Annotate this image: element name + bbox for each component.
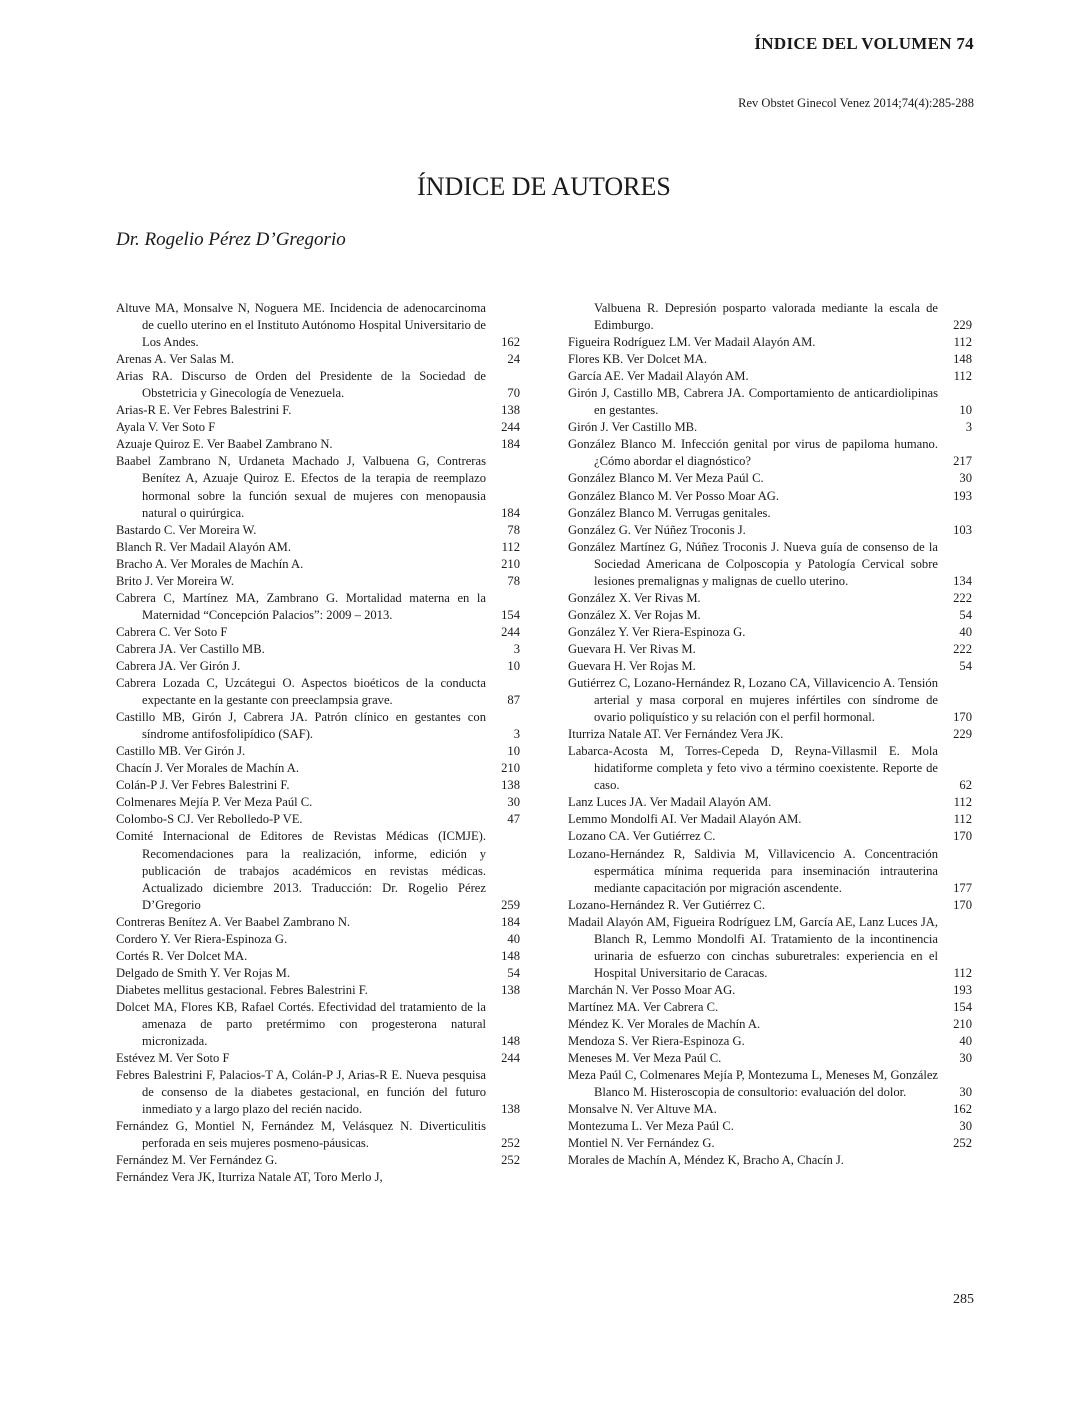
entry-text: Bracho A. Ver Morales de Machín A. (116, 556, 304, 571)
entry-text: Martínez MA. Ver Cabrera C. (568, 999, 719, 1014)
entry-text: Fernández M. Ver Fernández G. (116, 1153, 278, 1168)
index-entry (568, 811, 972, 828)
index-entry (116, 539, 520, 556)
index-entry (568, 999, 972, 1016)
index-entry (116, 743, 520, 760)
entry-text: Colán-P J. Ver Febres Balestrini F. (116, 778, 290, 793)
index-entry (116, 1118, 520, 1152)
entry-page-number: 30 (507, 795, 520, 810)
entry-text: Arias-R E. Ver Febres Balestrini F. (116, 403, 292, 418)
entry-page-number: 54 (959, 658, 972, 673)
entry-page-number: 244 (501, 624, 520, 639)
journal-citation: Rev Obstet Ginecol Venez 2014;74(4):285-288 (738, 96, 974, 110)
index-entry (116, 965, 520, 982)
entry-text: Castillo MB. Ver Girón J. (116, 744, 246, 759)
entry-text: González X. Ver Rivas M. (568, 590, 701, 605)
entry-page-number: 134 (953, 573, 972, 588)
index-entry (116, 522, 520, 539)
index-entry (116, 931, 520, 948)
entry-text: Ayala V. Ver Soto F (116, 420, 216, 435)
entry-text: Lemmo Mondolfi AI. Ver Madail Alayón AM. (568, 812, 802, 827)
index-entry (116, 368, 520, 402)
index-entry (568, 1067, 972, 1101)
index-entry (568, 488, 972, 505)
index-entry (568, 505, 972, 522)
entry-text: Cabrera JA. Ver Girón J. (116, 658, 241, 673)
entry-page-number: 222 (953, 590, 972, 605)
entry-text: Brito J. Ver Moreira W. (116, 573, 234, 588)
entry-page-number: 112 (501, 539, 520, 554)
entry-page-number: 138 (501, 778, 520, 793)
index-entry (116, 453, 520, 521)
index-entry (116, 556, 520, 573)
entry-text: Diabetes mellitus gestacional. Febres Balestrini F. (116, 982, 368, 997)
entry-text: Méndez K. Ver Morales de Machín A. (568, 1016, 761, 1031)
entry-text: Colmenares Mejía P. Ver Meza Paúl C. (116, 795, 313, 810)
index-entry (116, 624, 520, 641)
entry-page-number: 229 (953, 318, 972, 333)
index-entry (116, 351, 520, 368)
entry-text: Baabel Zambrano N, Urdaneta Machado J, Valbuena G, Contreras Benítez A, Azuaje Quiroz E. Efectos de la terapia de reemplazo hormonal sobre la función sexual de mujeres con menopausia natural o quirúrgica. (116, 454, 486, 520)
entry-text: González X. Ver Rojas M. (568, 607, 701, 622)
entry-page-number: 170 (953, 710, 972, 725)
entry-page-number: 70 (507, 386, 520, 401)
entry-text: González Martínez G, Núñez Troconis J. Nueva guía de consenso de la Sociedad Americana de Colposcopia y Patología Cervical sobre lesiones premalignas y malignas de cuello uterino. (568, 539, 938, 588)
entry-page-number: 170 (953, 897, 972, 912)
index-entry (568, 846, 972, 897)
entry-page-number: 170 (953, 829, 972, 844)
entry-text: Cortés R. Ver Dolcet MA. (116, 948, 248, 963)
entry-page-number: 210 (501, 556, 520, 571)
entry-text: Gutiérrez C, Lozano-Hernández R, Lozano CA, Villavicencio A. Tensión arterial y masa corporal en mujeres infértiles con síndrome de ovario poliquístico y su relación con el perfil hormonal. (568, 676, 938, 725)
index-entry (568, 726, 972, 743)
entry-text: Colombo-S CJ. Ver Rebolledo-P VE. (116, 812, 303, 827)
index-entry (568, 1118, 972, 1135)
index-entry (568, 914, 972, 982)
entry-text: Labarca-Acosta M, Torres-Cepeda D, Reyna-Villasmil E. Mola hidatiforme completa y feto vivo a término coexistente. Reporte de caso. (568, 744, 938, 793)
page-number: 285 (953, 1292, 974, 1307)
entry-page-number: 103 (953, 522, 972, 537)
entry-page-number: 30 (959, 1119, 972, 1134)
index-column-left (116, 300, 520, 1186)
entry-text: Cordero Y. Ver Riera-Espinoza G. (116, 931, 288, 946)
index-entry (568, 1050, 972, 1067)
entry-page-number: 138 (501, 1102, 520, 1117)
entry-page-number: 210 (501, 761, 520, 776)
entry-text: Chacín J. Ver Morales de Machín A. (116, 761, 300, 776)
entry-text: Castillo MB, Girón J, Cabrera JA. Patrón clínico en gestantes con síndrome antifosfolipídico (SAF). (116, 710, 486, 742)
entry-page-number: 154 (953, 999, 972, 1014)
entry-page-number: 10 (507, 744, 520, 759)
entry-page-number: 252 (501, 1153, 520, 1168)
index-entry (116, 914, 520, 931)
entry-text: González Y. Ver Riera-Espinoza G. (568, 624, 746, 639)
index-entry (116, 1169, 520, 1186)
entry-page-number: 30 (959, 1051, 972, 1066)
entry-page-number: 30 (959, 1085, 972, 1100)
entry-page-number: 184 (501, 914, 520, 929)
index-entry (568, 743, 972, 794)
entry-text: García AE. Ver Madail Alayón AM. (568, 369, 749, 384)
entry-page-number: 154 (501, 607, 520, 622)
entry-page-number: 193 (953, 982, 972, 997)
index-entry (568, 539, 972, 590)
entry-text: Iturriza Natale AT. Ver Fernández Vera JK. (568, 727, 784, 742)
entry-page-number: 112 (953, 965, 972, 980)
entry-text: Cabrera Lozada C, Uzcátegui O. Aspectos bioéticos de la conducta expectante en la gestante con preeclampsia grave. (116, 676, 486, 708)
entry-text: Bastardo C. Ver Moreira W. (116, 522, 257, 537)
index-entry (568, 436, 972, 470)
index-entry (568, 368, 972, 385)
index-entry (116, 300, 520, 351)
index-entry (116, 436, 520, 453)
entry-text: Lozano-Hernández R. Ver Gutiérrez C. (568, 897, 765, 912)
index-entry (568, 675, 972, 726)
index-entry (568, 982, 972, 999)
index-entry (568, 1152, 972, 1169)
entry-text: Estévez M. Ver Soto F (116, 1051, 230, 1066)
entry-page-number: 112 (953, 335, 972, 350)
entry-text: Altuve MA, Monsalve N, Noguera ME. Incidencia de adenocarcinoma de cuello uterino en el Instituto Autónomo Hospital Universitario de Los Andes. (116, 301, 486, 350)
entry-text: Guevara H. Ver Rojas M. (568, 658, 696, 673)
entry-text: Monsalve N. Ver Altuve MA. (568, 1102, 717, 1117)
entry-page-number: 244 (501, 420, 520, 435)
entry-text: Madail Alayón AM, Figueira Rodríguez LM, García AE, Lanz Luces JA, Blanch R, Lemmo Mondolfi AI. Tratamiento de la incontinencia urinaria de esfuerzo con cinchas suburetrales: experiencia en el Hospital Universitario de Caracas. (568, 914, 938, 980)
index-entry (568, 590, 972, 607)
entry-page-number: 162 (501, 335, 520, 350)
entry-text: Dolcet MA, Flores KB, Rafael Cortés. Efectividad del tratamiento de la amenaza de parto pretérmimo con progesterona natural micronizada. (116, 999, 486, 1049)
index-entry (568, 794, 972, 811)
index-entry (568, 351, 972, 368)
entry-text: Fernández Vera JK, Iturriza Natale AT, Toro Merlo J, (116, 1170, 383, 1185)
entry-text: Girón J. Ver Castillo MB. (568, 420, 698, 435)
entry-text: Cabrera C, Martínez MA, Zambrano G. Mortalidad materna en la Maternidad “Concepción Palacios”: 2009 – 2013. (116, 590, 486, 622)
entry-page-number: 184 (501, 505, 520, 520)
entry-page-number: 24 (507, 352, 520, 367)
entry-text: Lanz Luces JA. Ver Madail Alayón AM. (568, 795, 772, 810)
index-entry (568, 470, 972, 487)
entry-text: Blanch R. Ver Madail Alayón AM. (116, 539, 292, 554)
index-entry (116, 590, 520, 624)
entry-text: Arenas A. Ver Salas M. (116, 352, 234, 367)
entry-page-number: 30 (959, 471, 972, 486)
entry-page-number: 78 (507, 573, 520, 588)
entry-page-number: 54 (507, 965, 520, 980)
entry-text: Comité Internacional de Editores de Revistas Médicas (ICMJE). Recomendaciones para la realización, informe, edición y publicación de trabajos académicos en revistas médicas. Actualizado diciembre 2013. Traducción: Dr. Rogelio Pérez D’Gregorio (116, 829, 486, 912)
index-entry (116, 641, 520, 658)
entry-page-number: 148 (501, 1034, 520, 1049)
index-entry (116, 828, 520, 913)
entry-text: Delgado de Smith Y. Ver Rojas M. (116, 965, 290, 980)
index-entry (568, 641, 972, 658)
entry-page-number: 162 (953, 1102, 972, 1117)
index-entry (568, 1101, 972, 1118)
entry-text: Cabrera C. Ver Soto F (116, 624, 228, 639)
running-head: ÍNDICE DEL VOLUMEN 74 (754, 34, 974, 53)
index-entry (568, 1135, 972, 1152)
entry-page-number: 184 (501, 437, 520, 452)
entry-page-number: 259 (501, 897, 520, 912)
entry-page-number: 40 (959, 1034, 972, 1049)
index-entry (568, 1016, 972, 1033)
entry-page-number: 252 (953, 1136, 972, 1151)
entry-page-number: 47 (507, 812, 520, 827)
entry-page-number: 138 (501, 982, 520, 997)
entry-text: Guevara H. Ver Rivas M. (568, 641, 696, 656)
entry-page-number: 62 (959, 778, 972, 793)
entry-text: Montiel N. Ver Fernández G. (568, 1136, 715, 1151)
index-entry (116, 709, 520, 743)
entry-text: Mendoza S. Ver Riera-Espinoza G. (568, 1034, 745, 1049)
entry-page-number: 112 (953, 812, 972, 827)
index-entry (116, 948, 520, 965)
entry-page-number: 193 (953, 488, 972, 503)
index-entry (116, 1067, 520, 1118)
entry-text: Montezuma L. Ver Meza Paúl C. (568, 1119, 734, 1134)
entry-page-number: 87 (507, 693, 520, 708)
entry-text: Lozano-Hernández R, Saldivia M, Villavicencio A. Concentración espermática mínima requerida para inseminación intrauterina mediante capacitación por migración ascendente. (568, 846, 938, 895)
entry-page-number: 112 (953, 369, 972, 384)
index-column-right (568, 300, 972, 1169)
entry-text: Figueira Rodríguez LM. Ver Madail Alayón AM. (568, 335, 816, 350)
entry-text: Flores KB. Ver Dolcet MA. (568, 352, 707, 367)
index-entry (568, 1033, 972, 1050)
entry-page-number: 10 (959, 403, 972, 418)
entry-text: Meneses M. Ver Meza Paúl C. (568, 1051, 722, 1066)
entry-page-number: 177 (953, 880, 972, 895)
page-title: ÍNDICE DE AUTORES (417, 172, 671, 201)
entry-text: Valbuena R. Depresión posparto valorada mediante la escala de Edimburgo. (594, 301, 938, 333)
index-entry (568, 897, 972, 914)
index-entry (568, 522, 972, 539)
entry-page-number: 3 (513, 727, 520, 742)
entry-page-number: 40 (507, 931, 520, 946)
entry-page-number: 252 (501, 1136, 520, 1151)
entry-page-number: 138 (501, 403, 520, 418)
index-entry (568, 300, 972, 334)
index-entry (116, 982, 520, 999)
entry-page-number: 112 (953, 795, 972, 810)
entry-text: Azuaje Quiroz E. Ver Baabel Zambrano N. (116, 437, 333, 452)
entry-text: Contreras Benítez A. Ver Baabel Zambrano N. (116, 914, 351, 929)
entry-page-number: 10 (507, 658, 520, 673)
index-entry (568, 828, 972, 845)
entry-page-number: 244 (501, 1051, 520, 1066)
index-entry (568, 334, 972, 351)
index-entry (116, 573, 520, 590)
entry-text: Girón J, Castillo MB, Cabrera JA. Comportamiento de anticardiolipinas en gestantes. (568, 386, 938, 418)
index-entry (116, 402, 520, 419)
index-entry (568, 658, 972, 675)
index-entry (568, 624, 972, 641)
index-entry (116, 777, 520, 794)
index-entry (116, 811, 520, 828)
entry-text: González Blanco M. Infección genital por virus de papiloma humano. ¿Cómo abordar el diagnóstico? (568, 437, 938, 469)
index-entry (568, 607, 972, 624)
entry-text: Lozano CA. Ver Gutiérrez C. (568, 829, 716, 844)
entry-page-number: 54 (959, 607, 972, 622)
entry-text: González G. Ver Núñez Troconis J. (568, 522, 746, 537)
entry-page-number: 222 (953, 641, 972, 656)
entry-text: Febres Balestrini F, Palacios-T A, Colán-P J, Arias-R E. Nueva pesquisa de consenso de la diabetes gestacional, en función del futuro inmediato y a largo plazo del recién nacido. (116, 1068, 486, 1117)
entry-page-number: 40 (959, 624, 972, 639)
entry-page-number: 229 (953, 727, 972, 742)
entry-text: González Blanco M. Ver Posso Moar AG. (568, 488, 780, 503)
author-name: Dr. Rogelio Pérez D’Gregorio (116, 229, 346, 250)
index-entry (116, 675, 520, 709)
entry-page-number: 148 (953, 352, 972, 367)
entry-text: Arias RA. Discurso de Orden del Presidente de la Sociedad de Obstetricia y Ginecología de Venezuela. (116, 369, 486, 401)
entry-page-number: 217 (953, 454, 972, 469)
index-entry (116, 794, 520, 811)
index-entry (116, 999, 520, 1050)
entry-text: Cabrera JA. Ver Castillo MB. (116, 641, 265, 656)
entry-page-number: 3 (965, 420, 972, 435)
entry-text: Marchán N. Ver Posso Moar AG. (568, 982, 736, 997)
entry-text: Morales de Machín A, Méndez K, Bracho A, Chacín J. (568, 1153, 844, 1168)
entry-text: Meza Paúl C, Colmenares Mejía P, Montezuma L, Meneses M, González Blanco M. Histeroscopia de consultorio: evaluación del dolor. (568, 1068, 938, 1100)
entry-text: González Blanco M. Verrugas genitales. (568, 505, 771, 520)
index-entry (116, 1152, 520, 1169)
entry-page-number: 148 (501, 948, 520, 963)
index-entry (116, 1050, 520, 1067)
entry-page-number: 3 (513, 641, 520, 656)
entry-text: Fernández G, Montiel N, Fernández M, Velásquez N. Diverticulitis perforada en seis mujeres posmeno-páusicas. (116, 1119, 486, 1151)
index-entry (116, 419, 520, 436)
entry-page-number: 210 (953, 1016, 972, 1031)
index-entry (568, 385, 972, 419)
index-entry (568, 419, 972, 436)
index-entry (116, 658, 520, 675)
entry-text: González Blanco M. Ver Meza Paúl C. (568, 471, 764, 486)
index-entry (116, 760, 520, 777)
entry-page-number: 78 (507, 522, 520, 537)
